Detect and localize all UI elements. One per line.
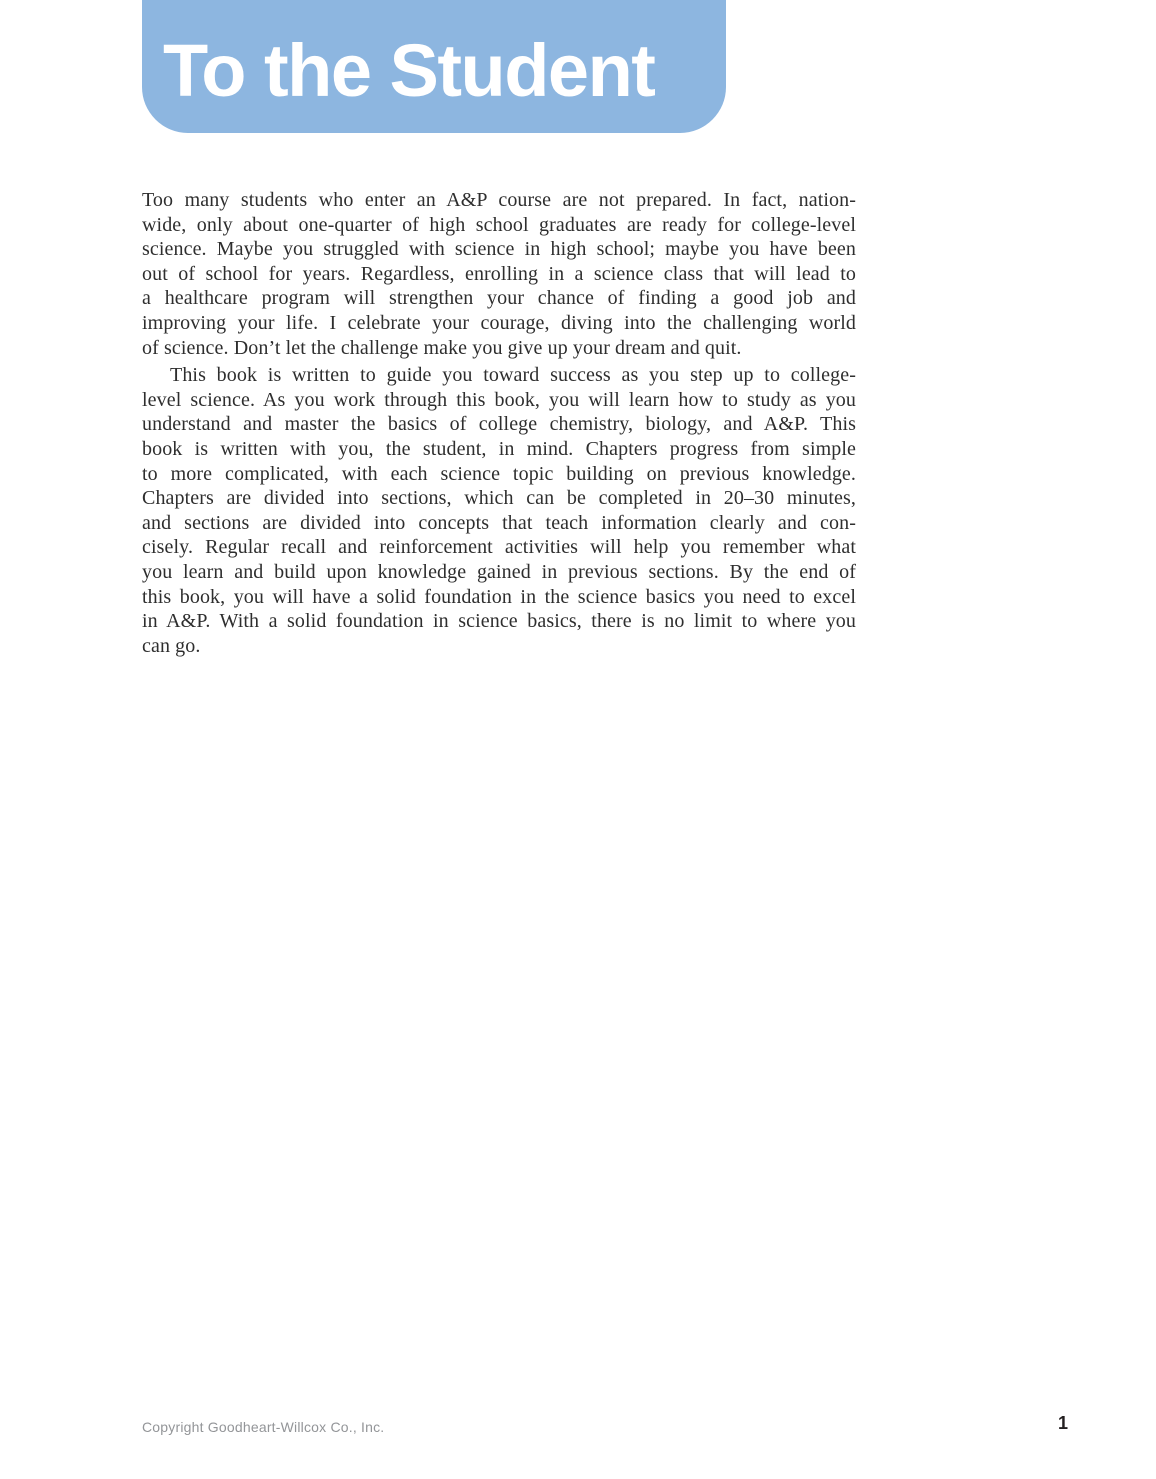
chapter-title-banner bbox=[142, 0, 726, 133]
copyright-notice: Copyright Goodheart-Willcox Co., Inc. bbox=[142, 1419, 385, 1435]
text-line: this book, you will have a solid foundation in the science basics you need to excel bbox=[142, 585, 856, 608]
text-line: out of school for years. Regardless, enrolling in a science class that will lead to bbox=[142, 262, 856, 285]
text-line: a healthcare program will strengthen your chance of finding a good job and bbox=[142, 287, 856, 310]
text-line: improving your life. I celebrate your courage, diving into the challenging world bbox=[142, 311, 856, 334]
paragraph-2 bbox=[142, 363, 856, 658]
text-line: of science. Don’t let the challenge make you give up your dream and quit. bbox=[142, 336, 742, 359]
text-line: level science. As you work through this book, you will learn how to study as you bbox=[142, 388, 856, 411]
text-line: cisely. Regular recall and reinforcement activities will help you remember what bbox=[142, 536, 856, 559]
text-line: can go. bbox=[142, 634, 201, 657]
text-line: understand and master the basics of college chemistry, biology, and A&P. This bbox=[142, 413, 856, 436]
text-line: in A&P. With a solid foundation in science basics, there is no limit to where you bbox=[142, 610, 856, 633]
page-title: To the Student bbox=[163, 28, 655, 112]
text-line: This book is written to guide you toward success as you step up to college- bbox=[170, 364, 856, 387]
text-line: book is written with you, the student, in mind. Chapters progress from simple bbox=[142, 437, 856, 460]
text-line: Too many students who enter an A&P course are not prepared. In fact, nation- bbox=[142, 189, 856, 211]
text-line: wide, only about one-quarter of high school graduates are ready for college-level bbox=[142, 213, 856, 236]
text-line: to more complicated, with each science topic building on previous knowledge. bbox=[142, 462, 856, 485]
text-line: Chapters are divided into sections, which can be completed in 20–30 minutes, bbox=[142, 487, 856, 510]
text-line: science. Maybe you struggled with science in high school; maybe you have been bbox=[142, 238, 856, 261]
page-number: 1 bbox=[1058, 1413, 1069, 1433]
body-text bbox=[142, 188, 856, 658]
paragraph-1 bbox=[142, 188, 856, 360]
text-line: you learn and build upon knowledge gained in previous sections. By the end of bbox=[142, 560, 856, 583]
text-line: and sections are divided into concepts that teach information clearly and con- bbox=[142, 511, 856, 534]
